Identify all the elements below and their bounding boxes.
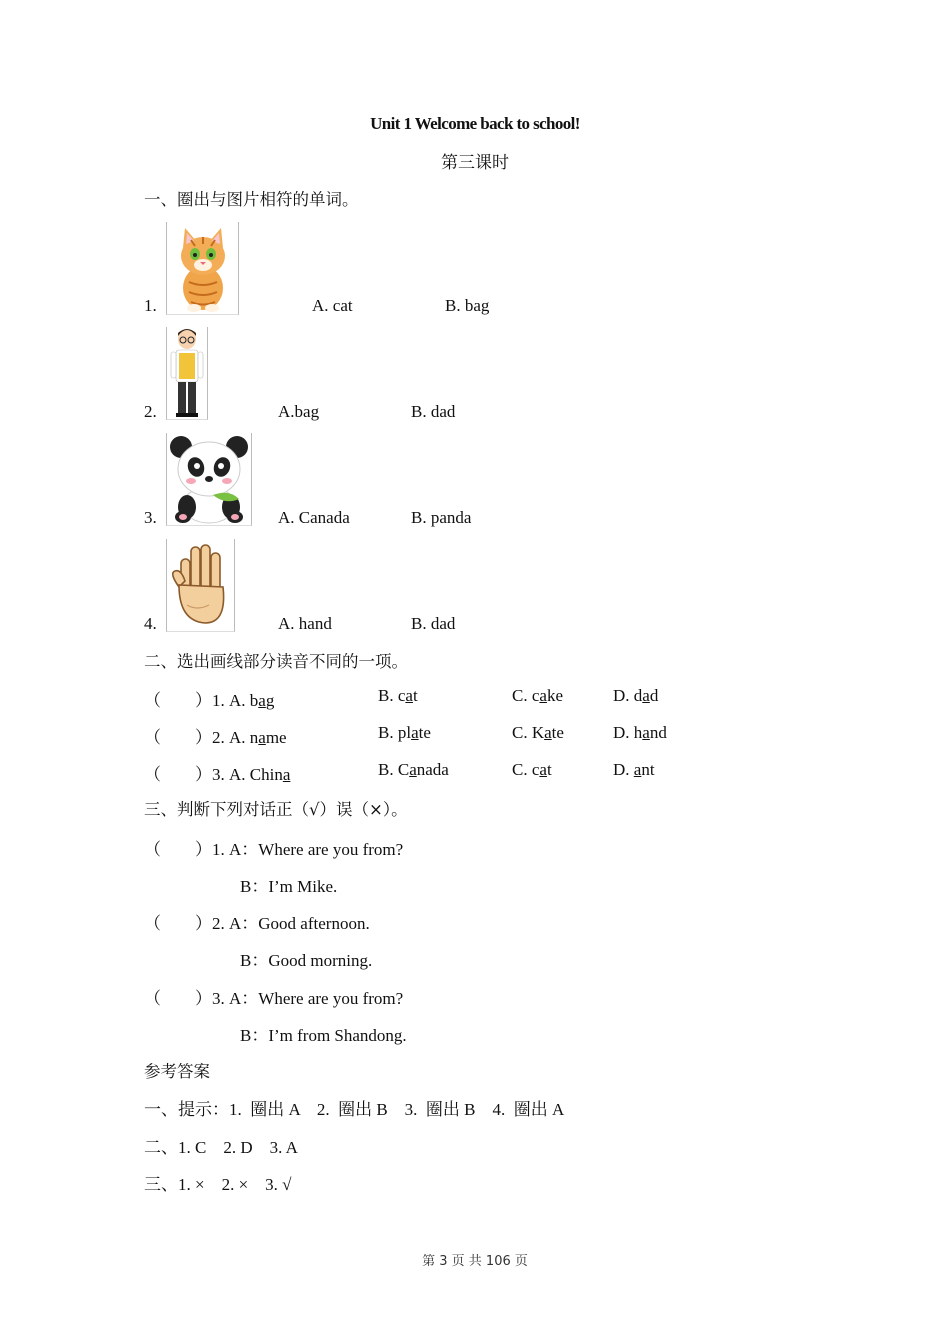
s2-row3-option-d: D. ant [613,760,655,779]
item1-option-b: B. bag [445,296,490,315]
s2-row1-option-c: C. cake [512,686,563,705]
s2-row2-option-b: B. plate [378,723,431,742]
section1-heading: 一、圈出与图片相符的单词。 [144,190,359,209]
panda-picture [166,433,252,526]
item1-number: 1. [144,296,157,315]
s3-q2-a: （ ）2. A：Good afternoon. [144,914,370,933]
s3-q3-b: B：I’m from Shandong. [240,1026,407,1045]
s3-q1-b: B：I’m Mike. [240,877,338,896]
s2-row1-option-d: D. dad [613,686,659,705]
item3-option-a: A. Canada [278,508,350,527]
answers-line3: 三、1. × 2. × 3. √ [144,1175,292,1194]
s2-row3-question: （ ）3. A. China [144,765,291,784]
answers-line2: 二、1. C 2. D 3. A [144,1138,298,1157]
s2-row1-question: （ ）1. A. bag [144,691,275,710]
page-title: Unit 1 Welcome back to school! [370,114,580,133]
cat-picture [166,222,239,315]
item2-option-b: B. dad [411,402,456,421]
s2-row3-option-b: B. Canada [378,760,449,779]
s2-row3-option-c: C. cat [512,760,552,779]
man-picture [166,327,208,420]
item2-option-a: A.bag [278,402,320,421]
item4-option-b: B. dad [411,614,456,633]
s2-row1-option-b: B. cat [378,686,418,705]
item3-number: 3. [144,508,157,527]
section2-heading: 二、选出画线部分读音不同的一项。 [144,652,408,671]
s3-q2-b: B：Good morning. [240,951,373,970]
s2-row2-option-c: C. Kate [512,723,564,742]
hand-picture [166,539,235,632]
section3-heading: 三、判断下列对话正（√）误（×）。 [144,800,408,819]
s2-row2-option-d: D. hand [613,723,667,742]
page-footer: 第 3 页 共 106 页 [422,1254,528,1269]
s2-row2-question: （ ）2. A. name [144,728,287,747]
answers-line1: 一、提示：1. 圈出 A 2. 圈出 B 3. 圈出 B 4. 圈出 A [144,1100,565,1119]
item2-number: 2. [144,402,157,421]
item3-option-b: B. panda [411,508,472,527]
lesson-subtitle: 第三课时 [441,153,509,173]
s3-q3-a: （ ）3. A：Where are you from? [144,989,404,1008]
item1-option-a: A. cat [312,296,353,315]
answers-heading: 参考答案 [144,1062,210,1081]
s3-q1-a: （ ）1. A：Where are you from? [144,840,404,859]
item4-option-a: A. hand [278,614,332,633]
item4-number: 4. [144,614,157,633]
